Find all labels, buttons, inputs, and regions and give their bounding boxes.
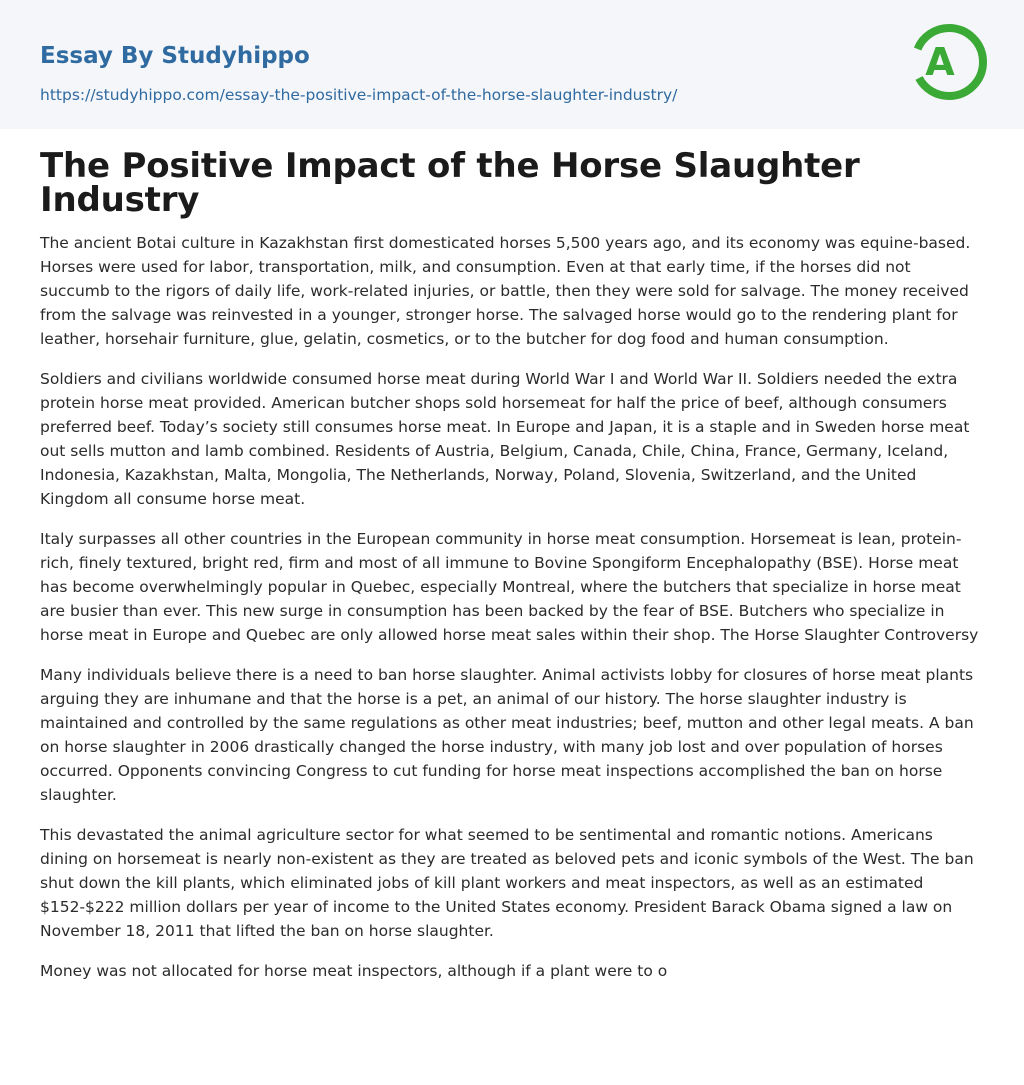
article-paragraph: The ancient Botai culture in Kazakhstan first domesticated horses 5,500 years ago, and its economy was equine-based. Horses were used for labor, transportation, milk, and consumption. Even at that early time, if the horses did not succumb to the rigors of daily life, work-related injuries, or battle, then they were sold for salvage. The money received from the salvage was reinvested in a younger, stronger horse. The salvaged horse would go to the rendering plant for leather, horsehair furniture, glue, gelatin, cosmetics, or to the butcher for dog food and human consumption. — [40, 234, 971, 348]
article-paragraph: Italy surpasses all other countries in the European community in horse meat consumption. Horsemeat is lean, protein-rich, finely textured, bright red, firm and most of all immune to Bovine Spongiform Encephalopathy (BSE). Horse meat has become overwhelmingly popular in Quebec, especially Montreal, where the butchers that specialize in horse meat are busier than ever. This new surge in consumption has been backed by the fear of BSE. Butchers who specialize in horse meat in Europe and Quebec are only allowed horse meat sales within their shop. The Horse Slaughter Controversy — [40, 530, 979, 644]
article-paragraph: Soldiers and civilians worldwide consumed horse meat during World War I and World War II. Soldiers needed the extra protein horse meat provided. American butcher shops sold horsemeat for half the price of beef, although consumers preferred beef. Today’s society still consumes horse meat. In Europe and Japan, it is a staple and in Sweden horse meat out sells mutton and lamb combined. Residents of Austria, Belgium, Canada, Chile, China, France, Germany, Iceland, Indonesia, Kazakhstan, Malta, Mongolia, The Netherlands, Norway, Poland, Slovenia, Switzerland, and the United Kingdom all consume horse meat. — [40, 370, 970, 508]
article-title: The Positive Impact of the Horse Slaughter Industry — [40, 146, 860, 220]
logo-letter: A — [925, 40, 955, 84]
article-paragraph: Many individuals believe there is a need to ban horse slaughter. Animal activists lobby for closures of horse meat plants arguing they are inhumane and that the horse is a pet, an animal of our history. The horse slaughter industry is maintained and controlled by the same regulations as other meat industries; beef, mutton and other legal meats. A ban on horse slaughter in 2006 drastically changed the horse industry, with many job lost and over population of horses occurred. Opponents convincing Congress to cut funding for horse meat inspections accomplished the ban on horse slaughter. — [40, 666, 974, 804]
article — [0, 129, 1024, 983]
essay-url-link[interactable]: https://studyhippo.com/essay-the-positive-impact-of-the-horse-slaughter-industry/ — [40, 86, 678, 104]
site-brand[interactable]: Essay By Studyhippo — [40, 43, 310, 69]
studyhippo-logo-icon[interactable] — [912, 18, 987, 106]
article-paragraph-truncated: Money was not allocated for horse meat inspectors, although if a plant were to o — [40, 962, 668, 980]
site-header — [0, 0, 1024, 129]
article-paragraph: This devastated the animal agriculture sector for what seemed to be sentimental and romantic notions. Americans dining on horsemeat is nearly non-existent as they are treated as beloved pets and iconic symbols of the West. The ban shut down the kill plants, which eliminated jobs of kill plant workers and meat inspectors, as well as an estimated $152-$222 million dollars per year of income to the United States economy. President Barack Obama signed a law on November 18, 2011 that lifted the ban on horse slaughter. — [40, 826, 974, 940]
